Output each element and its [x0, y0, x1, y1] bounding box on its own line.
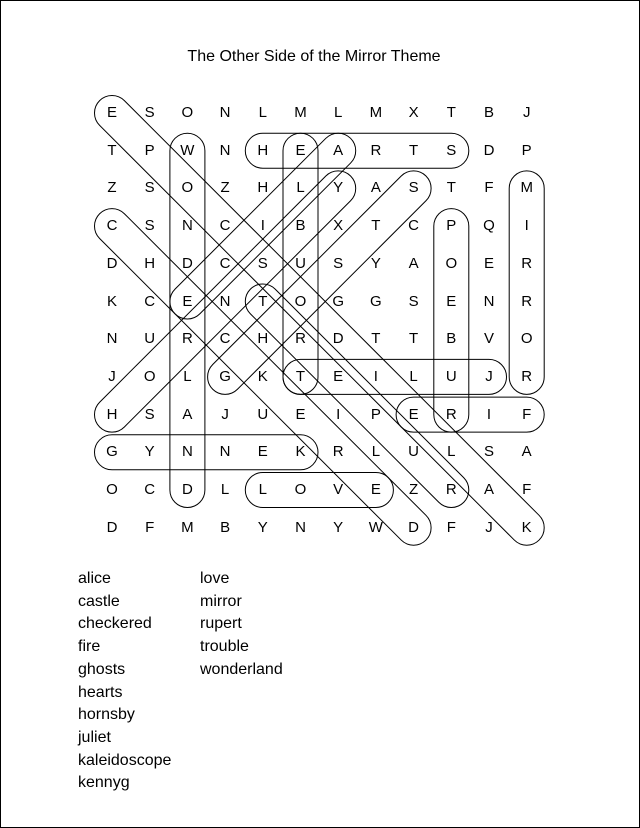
- grid-letter[interactable]: E: [483, 254, 494, 272]
- grid-letter[interactable]: X: [333, 217, 344, 235]
- grid-letter[interactable]: Y: [257, 518, 268, 536]
- grid-letter[interactable]: X: [408, 104, 419, 121]
- word-list-item: love: [200, 570, 230, 587]
- grid-letter[interactable]: E: [446, 292, 457, 310]
- grid-letter[interactable]: B: [220, 518, 231, 536]
- grid-letter[interactable]: H: [257, 179, 269, 197]
- found-word-oval: [245, 133, 468, 168]
- grid-letter[interactable]: R: [295, 330, 306, 348]
- grid-letter[interactable]: R: [521, 292, 533, 310]
- grid-letter[interactable]: J: [108, 367, 116, 385]
- grid-letter[interactable]: F: [484, 179, 494, 197]
- grid-letter[interactable]: R: [521, 367, 533, 385]
- grid-letter[interactable]: T: [446, 104, 456, 121]
- grid-letter[interactable]: M: [294, 104, 307, 121]
- grid-letter[interactable]: W: [180, 141, 195, 159]
- grid-letter[interactable]: Y: [144, 443, 155, 461]
- grid-letter[interactable]: T: [371, 330, 381, 348]
- grid-letter[interactable]: N: [181, 217, 193, 235]
- grid-letter[interactable]: R: [181, 330, 193, 348]
- grid-letter[interactable]: T: [258, 292, 268, 310]
- grid-letter[interactable]: S: [333, 254, 344, 272]
- grid-letter[interactable]: S: [483, 443, 494, 461]
- grid-letter[interactable]: E: [295, 405, 306, 423]
- grid-letter[interactable]: L: [371, 443, 381, 461]
- grid-letter[interactable]: I: [373, 367, 378, 385]
- grid-letter[interactable]: J: [485, 367, 493, 385]
- word-list-item: castle: [78, 592, 120, 610]
- grid-letter[interactable]: T: [409, 330, 419, 348]
- grid-letter[interactable]: A: [521, 443, 532, 461]
- grid-letter[interactable]: N: [295, 518, 306, 536]
- grid-letter[interactable]: M: [369, 104, 383, 121]
- grid-letter[interactable]: A: [370, 179, 381, 197]
- grid-letter[interactable]: G: [219, 367, 231, 385]
- grid-letter[interactable]: O: [520, 330, 533, 348]
- grid-letter[interactable]: E: [257, 443, 268, 461]
- word-list-item: alice: [78, 570, 111, 587]
- grid-letter[interactable]: O: [143, 367, 156, 385]
- found-word-oval: [95, 435, 319, 470]
- grid-letter[interactable]: D: [106, 254, 118, 272]
- grid-letter[interactable]: K: [257, 367, 268, 385]
- grid-letter[interactable]: G: [370, 292, 382, 310]
- grid-letter[interactable]: B: [483, 104, 494, 121]
- grid-letter[interactable]: S: [446, 141, 457, 159]
- grid-letter[interactable]: N: [219, 104, 231, 121]
- word-list-item: kaleidoscope: [78, 751, 172, 769]
- word-list-item: kennyg: [78, 774, 130, 792]
- grid-letter[interactable]: C: [219, 330, 231, 348]
- grid-letter[interactable]: O: [106, 481, 118, 498]
- grid-letter[interactable]: U: [295, 254, 306, 272]
- grid-letter[interactable]: S: [144, 179, 155, 197]
- grid-letter[interactable]: C: [219, 254, 231, 272]
- grid-letter[interactable]: F: [446, 518, 456, 536]
- found-word-oval: [238, 277, 476, 515]
- grid-letter[interactable]: N: [181, 443, 193, 461]
- grid-letter[interactable]: Z: [409, 481, 419, 498]
- grid-letter[interactable]: H: [257, 330, 269, 348]
- word-list-item: trouble: [200, 638, 249, 656]
- grid-letter[interactable]: L: [409, 367, 418, 385]
- found-word-oval: [509, 171, 544, 395]
- grid-letter[interactable]: N: [219, 292, 231, 310]
- grid-letter[interactable]: R: [370, 141, 382, 159]
- grid-letter[interactable]: Y: [333, 179, 344, 197]
- grid-letter[interactable]: E: [106, 104, 117, 121]
- grid-letter[interactable]: D: [332, 330, 344, 348]
- found-word-oval: [200, 164, 438, 402]
- grid-letter[interactable]: E: [333, 367, 344, 385]
- grid-letter[interactable]: N: [106, 330, 118, 348]
- grid-letter[interactable]: U: [257, 405, 269, 423]
- grid-letter[interactable]: A: [408, 254, 419, 272]
- grid-letter[interactable]: B: [446, 330, 457, 348]
- grid-letter[interactable]: G: [332, 292, 345, 310]
- grid-letter[interactable]: T: [107, 141, 117, 159]
- grid-letter[interactable]: W: [368, 518, 383, 536]
- grid-letter[interactable]: O: [181, 104, 194, 121]
- grid-letter[interactable]: E: [408, 405, 419, 423]
- word-list-item: hearts: [78, 683, 123, 701]
- grid-letter[interactable]: E: [182, 292, 193, 310]
- grid-letter[interactable]: L: [183, 367, 192, 385]
- grid-letter[interactable]: N: [219, 141, 231, 159]
- grid-letter[interactable]: N: [219, 443, 231, 461]
- grid-letter[interactable]: H: [106, 405, 118, 423]
- grid-letter[interactable]: J: [485, 518, 493, 536]
- grid-letter[interactable]: S: [257, 254, 268, 272]
- grid-letter[interactable]: L: [296, 179, 305, 197]
- found-word-oval: [283, 359, 507, 394]
- grid-letter[interactable]: C: [144, 481, 156, 498]
- word-list-item: mirror: [200, 592, 242, 610]
- grid-letter[interactable]: Y: [370, 254, 381, 272]
- grid-letter[interactable]: U: [408, 443, 420, 461]
- grid-letter[interactable]: P: [370, 405, 381, 423]
- grid-letter[interactable]: N: [483, 292, 495, 310]
- found-word-oval: [434, 209, 469, 433]
- grid-letter[interactable]: Y: [333, 518, 344, 536]
- grid-letter[interactable]: C: [144, 292, 156, 310]
- grid-letter[interactable]: R: [445, 405, 457, 423]
- grid-letter[interactable]: F: [522, 405, 532, 423]
- grid-letter[interactable]: D: [181, 481, 193, 498]
- grid-letter[interactable]: L: [447, 443, 456, 461]
- grid-letter[interactable]: I: [336, 405, 341, 423]
- grid-letter[interactable]: T: [409, 141, 419, 159]
- grid-letter[interactable]: E: [295, 141, 306, 159]
- grid-letter[interactable]: B: [295, 217, 306, 235]
- grid-letter[interactable]: S: [144, 217, 155, 235]
- grid-letter[interactable]: P: [446, 217, 457, 235]
- word-list-item: ghosts: [78, 660, 126, 678]
- grid-letter[interactable]: S: [144, 405, 155, 423]
- grid-letter[interactable]: G: [106, 443, 118, 461]
- grid-letter[interactable]: U: [144, 330, 156, 348]
- grid-letter[interactable]: C: [106, 217, 118, 235]
- grid-letter[interactable]: L: [334, 104, 343, 121]
- grid-letter[interactable]: T: [371, 217, 381, 235]
- grid-letter[interactable]: Z: [220, 179, 230, 197]
- puzzle-title: The Other Side of the Mirror Theme: [187, 48, 441, 65]
- grid-letter[interactable]: V: [333, 481, 344, 498]
- grid-letter[interactable]: M: [520, 179, 533, 197]
- grid-letter[interactable]: A: [182, 405, 193, 423]
- grid-letter[interactable]: V: [483, 330, 494, 348]
- grid-letter[interactable]: K: [106, 292, 117, 310]
- grid-letter[interactable]: P: [144, 141, 155, 159]
- grid-letter[interactable]: O: [294, 481, 307, 498]
- grid-letter[interactable]: O: [445, 254, 458, 272]
- grid-letter[interactable]: R: [445, 481, 457, 498]
- grid-letter[interactable]: T: [446, 179, 456, 197]
- grid-letter[interactable]: T: [295, 367, 306, 385]
- grid-letter[interactable]: I: [524, 217, 529, 235]
- grid-letter[interactable]: R: [332, 443, 344, 461]
- grid-letter[interactable]: D: [106, 518, 118, 536]
- word-list-item: fire: [78, 638, 101, 656]
- grid-letter[interactable]: F: [522, 481, 532, 498]
- grid-letter[interactable]: D: [408, 518, 420, 536]
- grid-letter[interactable]: I: [260, 217, 265, 235]
- word-list-item: juliet: [78, 728, 111, 746]
- grid-letter[interactable]: O: [181, 179, 194, 197]
- grid-letter[interactable]: J: [522, 104, 531, 121]
- grid-letter[interactable]: Z: [107, 179, 117, 197]
- grid-letter[interactable]: S: [144, 104, 155, 121]
- grid-letter[interactable]: C: [219, 217, 231, 235]
- grid-letter[interactable]: Q: [483, 217, 495, 235]
- grid-letter[interactable]: L: [258, 104, 267, 121]
- grid-letter[interactable]: S: [408, 292, 419, 310]
- grid-letter[interactable]: R: [521, 254, 533, 272]
- word-list-item: hornsby: [78, 706, 135, 724]
- grid-letter[interactable]: U: [445, 367, 457, 385]
- grid-letter[interactable]: K: [295, 443, 306, 461]
- grid-letter[interactable]: C: [408, 217, 420, 235]
- grid-letter[interactable]: P: [521, 141, 532, 159]
- word-list-item: checkered: [78, 615, 152, 633]
- grid-letter[interactable]: O: [294, 292, 307, 310]
- grid-letter[interactable]: H: [144, 254, 156, 272]
- grid-letter[interactable]: D: [181, 254, 193, 272]
- grid-letter[interactable]: L: [258, 481, 267, 498]
- grid-letter[interactable]: D: [483, 141, 495, 159]
- grid-letter[interactable]: H: [257, 141, 269, 159]
- grid-letter[interactable]: M: [181, 518, 194, 536]
- grid-letter[interactable]: A: [333, 141, 344, 159]
- word-list-column-1: [78, 568, 171, 795]
- word-list-item: wonderland: [200, 660, 283, 678]
- grid-letter[interactable]: F: [145, 518, 155, 536]
- grid-letter[interactable]: E: [370, 481, 381, 498]
- grid-letter[interactable]: A: [483, 481, 494, 498]
- grid-letter[interactable]: L: [220, 481, 230, 498]
- grid-letter[interactable]: K: [521, 518, 532, 536]
- grid-letter[interactable]: S: [408, 179, 419, 197]
- grid-letter[interactable]: J: [221, 405, 229, 423]
- word-list-column-2: [200, 568, 283, 682]
- word-list-item: rupert: [200, 615, 242, 633]
- grid-letter[interactable]: I: [486, 405, 492, 423]
